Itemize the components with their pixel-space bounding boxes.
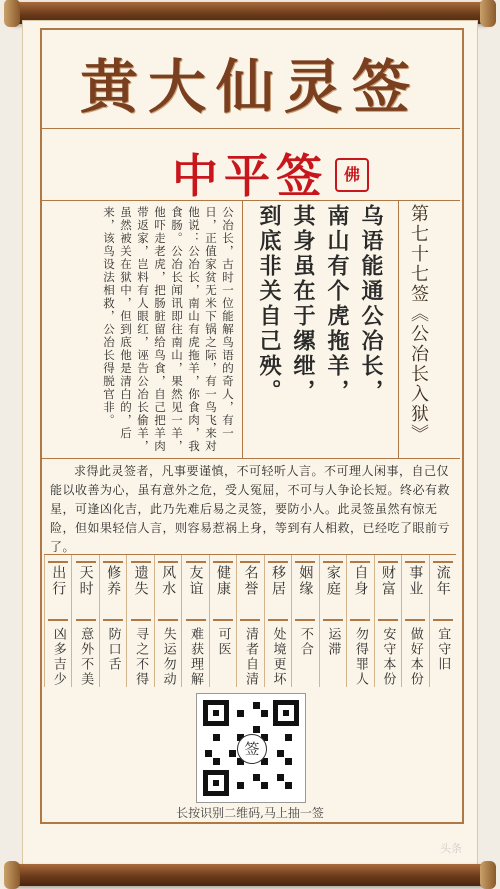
fortune-grid <box>44 554 456 687</box>
fortune-category: 风水 <box>158 561 178 621</box>
fortune-value: 安守本份 <box>380 627 396 687</box>
fortune-category: 财富 <box>378 561 398 621</box>
fortune-category: 自身 <box>350 561 370 621</box>
fortune-column <box>154 555 181 687</box>
divider <box>398 200 399 458</box>
fortune-value: 意外不美 <box>78 627 94 687</box>
fortune-category: 家庭 <box>323 561 343 621</box>
fortune-column <box>209 555 236 687</box>
fortune-column <box>401 555 428 687</box>
fortune-value: 不合 <box>297 627 313 657</box>
poem-line: 其身虽在于缧绁， <box>290 204 316 404</box>
fortune-category: 出行 <box>48 561 68 621</box>
fortune-category: 天时 <box>76 561 96 621</box>
fortune-value: 可医 <box>215 627 231 657</box>
fortune-category: 事业 <box>405 561 425 621</box>
fortune-column <box>126 555 153 687</box>
divider <box>40 128 460 129</box>
fortune-value: 做好本份 <box>407 627 423 687</box>
fortune-column <box>429 555 456 687</box>
fortune-value: 防口舌 <box>105 627 121 672</box>
fortune-category: 友谊 <box>186 561 206 621</box>
fortune-category: 修养 <box>103 561 123 621</box>
fortune-value: 勿得罪人 <box>352 627 368 687</box>
fortune-category: 名誉 <box>240 561 260 621</box>
poem-line: 乌语能通公冶长， <box>358 204 384 404</box>
poem-line: 南山有个虎拖羊， <box>324 204 350 404</box>
divider <box>40 458 460 459</box>
fortune-category: 流年 <box>433 561 453 621</box>
story-text: 公冶长，古时一位能解鸟语的奇人，有一日，正值家贫无米下锅之际，有一鸟飞来对他说：公冶长，南山有虎拖羊，你食肉，我食肠。公冶长闻讯即往南山，果然见一羊，他吓走老虎，把肠脏留给鸟食，自己把羊肉带返家，岂料有人眼红，诬告公冶长偷羊，虽然被关在狱中，但到底他是清白的，后来，该鸟设法相救，公冶长得脱官非。 <box>102 206 235 453</box>
fortune-column <box>181 555 208 687</box>
poem <box>252 204 388 454</box>
divider <box>242 200 243 458</box>
fortune-column <box>346 555 373 687</box>
fortune-column <box>71 555 98 687</box>
qr-caption: 长按识别二维码,马上抽一签 <box>176 806 324 820</box>
fortune-column <box>99 555 126 687</box>
scroll-rod-bottom <box>10 864 490 886</box>
qr-code[interactable] <box>196 693 306 803</box>
fortune-column <box>44 555 71 687</box>
watermark: 头条 <box>440 843 462 855</box>
fortune-value: 清者自清 <box>242 627 258 687</box>
page-title: 黄大仙灵签 <box>79 53 420 121</box>
fortune-column <box>319 555 346 687</box>
sign-level: 中平签 <box>172 149 328 203</box>
fortune-category: 健康 <box>213 561 233 621</box>
fortune-column <box>291 555 318 687</box>
fortune-value: 运滞 <box>325 627 341 657</box>
fortune-value: 凶多吉少 <box>50 627 66 687</box>
fortune-value: 处境更坏 <box>270 627 286 687</box>
fortune-category: 移居 <box>268 561 288 621</box>
fortune-value: 失运勿动 <box>160 627 176 687</box>
fortune-value: 寻之不得 <box>133 627 149 687</box>
fortune-value: 宜守旧 <box>435 627 451 672</box>
fortune-column <box>264 555 291 687</box>
advice-text: 求得此灵签者，凡事要谨慎，不可轻听人言。不可理人闲事，自己仅能以收善为心，虽有意外之危，受人冤屈，不可与人争论长短。终必有救星，可逢凶化吉，此乃先难后易之灵签，要防小人。此灵签虽然有惊无险，但如果轻信人言，则容易惹祸上身，等到有人相救，已经吃了眼前亏了。 <box>50 464 451 554</box>
fortune-category: 遗失 <box>131 561 151 621</box>
sign-title: 第七十七签《公冶长入狱》 <box>408 204 429 444</box>
fortune-category: 姻缘 <box>295 561 315 621</box>
qr-logo: 签 <box>237 734 267 764</box>
fortune-value: 难获理解 <box>188 627 204 687</box>
seal-stamp: 佛 <box>335 158 369 192</box>
fortune-column <box>374 555 401 687</box>
divider <box>40 200 460 201</box>
fortune-column <box>236 555 263 687</box>
poem-line: 到底非关自己殃。 <box>256 204 282 404</box>
